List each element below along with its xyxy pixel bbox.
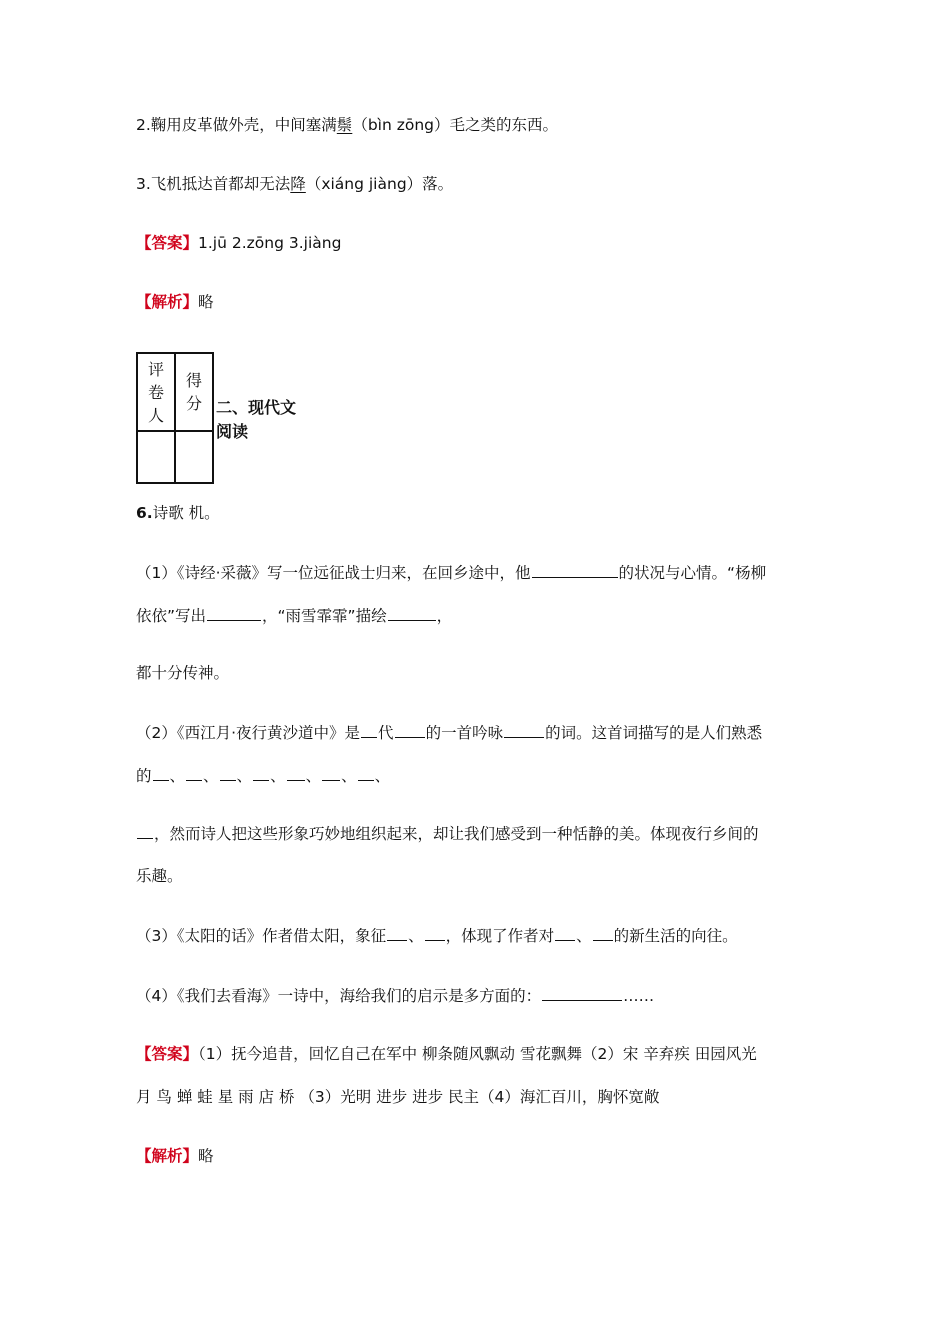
blank[interactable] <box>593 924 613 941</box>
score-input-cell[interactable] <box>175 431 213 483</box>
blank[interactable] <box>555 924 575 941</box>
underlined-char: 降 <box>290 175 306 193</box>
blank[interactable] <box>220 764 236 781</box>
blank[interactable] <box>361 721 377 738</box>
section-title: 二、现代文阅读 <box>216 398 297 441</box>
blank[interactable] <box>253 764 269 781</box>
answer-1: 【答案】1.jū 2.zōng 3.jiàng <box>136 234 342 252</box>
part-3: （3）《太阳的话》作者借太阳，象征 、 ，体现了作者对 、 的新生活的向往。 <box>136 924 738 947</box>
blank[interactable] <box>186 764 202 781</box>
blank[interactable] <box>387 924 407 941</box>
blank[interactable] <box>207 604 261 621</box>
blank[interactable] <box>153 764 169 781</box>
blank[interactable] <box>425 924 445 941</box>
blank[interactable] <box>542 984 622 1001</box>
question-3: 3.飞机抵达首都却无法降（xiáng jiàng）落。 <box>136 175 454 193</box>
blank[interactable] <box>287 764 305 781</box>
answer-2-line-1: 【答案】（1）抚今追昔，回忆自己在军中 柳条随风飘动 雪花飘舞（2）宋 辛弃疾 田园风光 <box>136 1045 757 1063</box>
part-1-line-2: 依依”写出 ，“雨雪霏霏”描绘 ， <box>136 604 452 627</box>
part-1-line-3: 都十分传神。 <box>136 664 230 682</box>
blank[interactable] <box>322 764 340 781</box>
analysis-2: 【解析】略 <box>136 1147 214 1165</box>
analysis-label: 【解析】 <box>136 1147 199 1165</box>
part-2-line-1: （2）《西江月·夜行黄沙道中》是 代 的一首吟咏 的词。这首词描写的是人们熟悉 <box>136 721 762 744</box>
part-2-line-2: 的 、 、 、 、 、 、 、 <box>136 764 390 787</box>
question-6-title: 6.诗歌 机。 <box>136 504 220 522</box>
analysis-label: 【解析】 <box>136 293 199 311</box>
part-4: （4）《我们去看海》一诗中，海给我们的启示是多方面的： …… <box>136 984 654 1007</box>
blank[interactable] <box>395 721 425 738</box>
score-cell: 得分 <box>175 353 213 431</box>
grader-input-cell[interactable] <box>137 431 175 483</box>
grader-cell: 评卷人 <box>137 353 175 431</box>
underlined-char: 鬃 <box>336 116 353 134</box>
blank[interactable] <box>358 764 374 781</box>
question-2: 2.鞠用皮革做外壳，中间塞满鬃（bìn zōng）毛之类的东西。 <box>136 116 558 134</box>
blank[interactable] <box>388 604 436 621</box>
blank[interactable] <box>532 561 618 578</box>
answer-2-line-2: 月 鸟 蝉 蛙 星 雨 店 桥 （3）光明 进步 进步 民主（4）海汇百川，胸怀宽敞 <box>136 1088 660 1106</box>
analysis-1: 【解析】略 <box>136 293 214 311</box>
answer-label: 【答案】 <box>136 234 199 252</box>
part-2-line-3: ，然而诗人把这些形象巧妙地组织起来，却让我们感受到一种恬静的美。体现夜行乡间的 <box>136 822 759 845</box>
blank[interactable] <box>137 822 153 839</box>
blank[interactable] <box>504 721 544 738</box>
answer-label: 【答案】 <box>136 1045 199 1063</box>
grade-table <box>136 352 214 484</box>
part-2-line-4: 乐趣。 <box>136 867 183 885</box>
part-1-line-1: （1）《诗经·采薇》写一位远征战士归来，在回乡途中，他 的状况与心情。“杨柳 <box>136 561 766 584</box>
